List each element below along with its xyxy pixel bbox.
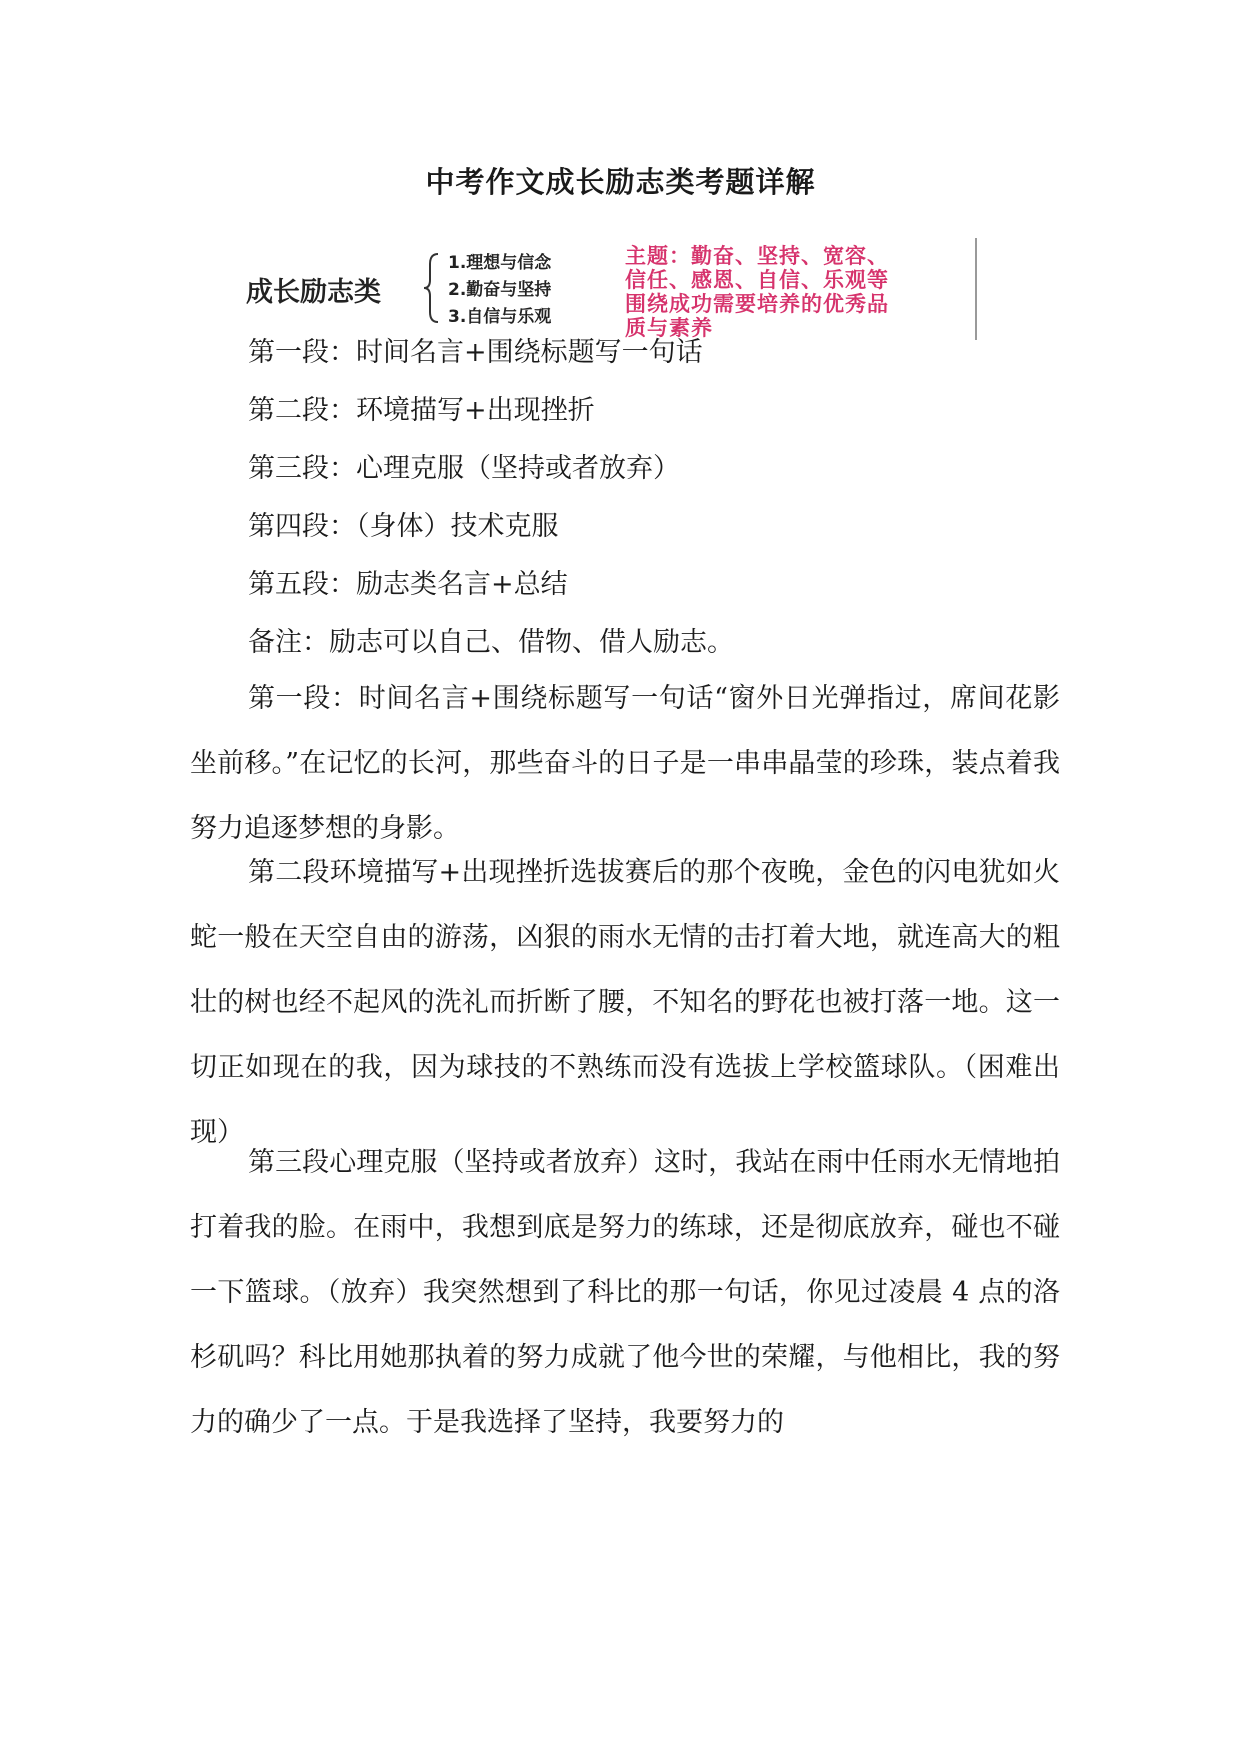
outline-line-5: 第五段：励志类名言+总结 [248, 569, 568, 600]
figure-item: 2.勤奋与坚持 [448, 280, 552, 300]
theme-line: 主题：勤奋、坚持、宽容、 [625, 243, 889, 268]
outline-line-2: 第二段：环境描写+出现挫折 [248, 395, 595, 426]
body-paragraph-3: 第三段心理克服（坚持或者放弃）这时，我站在雨中任雨水无情地拍打着我的脸。在雨中，我想到底是努力的练球，还是彻底放弃，碰也不碰一下篮球。（放弃）我突然想到了科比的那一句话，你见过凌晨 4 点的洛杉矶吗？科比用她那执着的努力成就了他今世的荣耀，与他相比，我的努力的确少了一点。于是我选择了坚持，我要努力的 [190, 1147, 1060, 1438]
body-paragraph-1: 第一段：时间名言+围绕标题写一句话“窗外日光弹指过，席间花影坐前移。”在记忆的长河，那些奋斗的日子是一串串晶莹的珍珠，装点着我努力追逐梦想的身影。 [190, 683, 1060, 844]
figure-theme-text [625, 244, 965, 340]
outline-line-4: 第四段：（身体）技术克服 [248, 511, 559, 542]
outline-line-1: 第一段：时间名言+围绕标题写一句话 [248, 337, 703, 368]
theme-line: 信任、感恩、自信、乐观等 [625, 267, 889, 292]
figure-item: 3.自信与乐观 [448, 307, 552, 327]
body-paragraph-2: 第二段环境描写+出现挫折选拔赛后的那个夜晚，金色的闪电犹如火蛇一般在天空自由的游荡，凶狠的雨水无情的击打着大地，就连高大的粗壮的树也经不起风的洗礼而折断了腰，不知名的野花也被打落一地。这一切正如现在的我，因为球技的不熟练而没有选拔上学校篮球队。（困难出现） [190, 857, 1060, 1148]
outline-line-3: 第三段：心理克服（坚持或者放弃） [248, 453, 680, 484]
summary-figure [240, 238, 980, 342]
figure-divider [975, 238, 977, 340]
figure-item-list [448, 250, 551, 331]
outline-note: 备注：励志可以自己、借物、借人励志。 [248, 627, 734, 658]
figure-item: 1.理想与信念 [448, 253, 552, 273]
theme-line: 质与素养 [625, 315, 713, 340]
document-title: 中考作文成长励志类考题详解 [425, 165, 816, 199]
left-brace-icon [422, 252, 442, 324]
figure-category-label: 成长励志类 [246, 277, 381, 308]
theme-line: 围绕成功需要培养的优秀品 [625, 291, 889, 316]
